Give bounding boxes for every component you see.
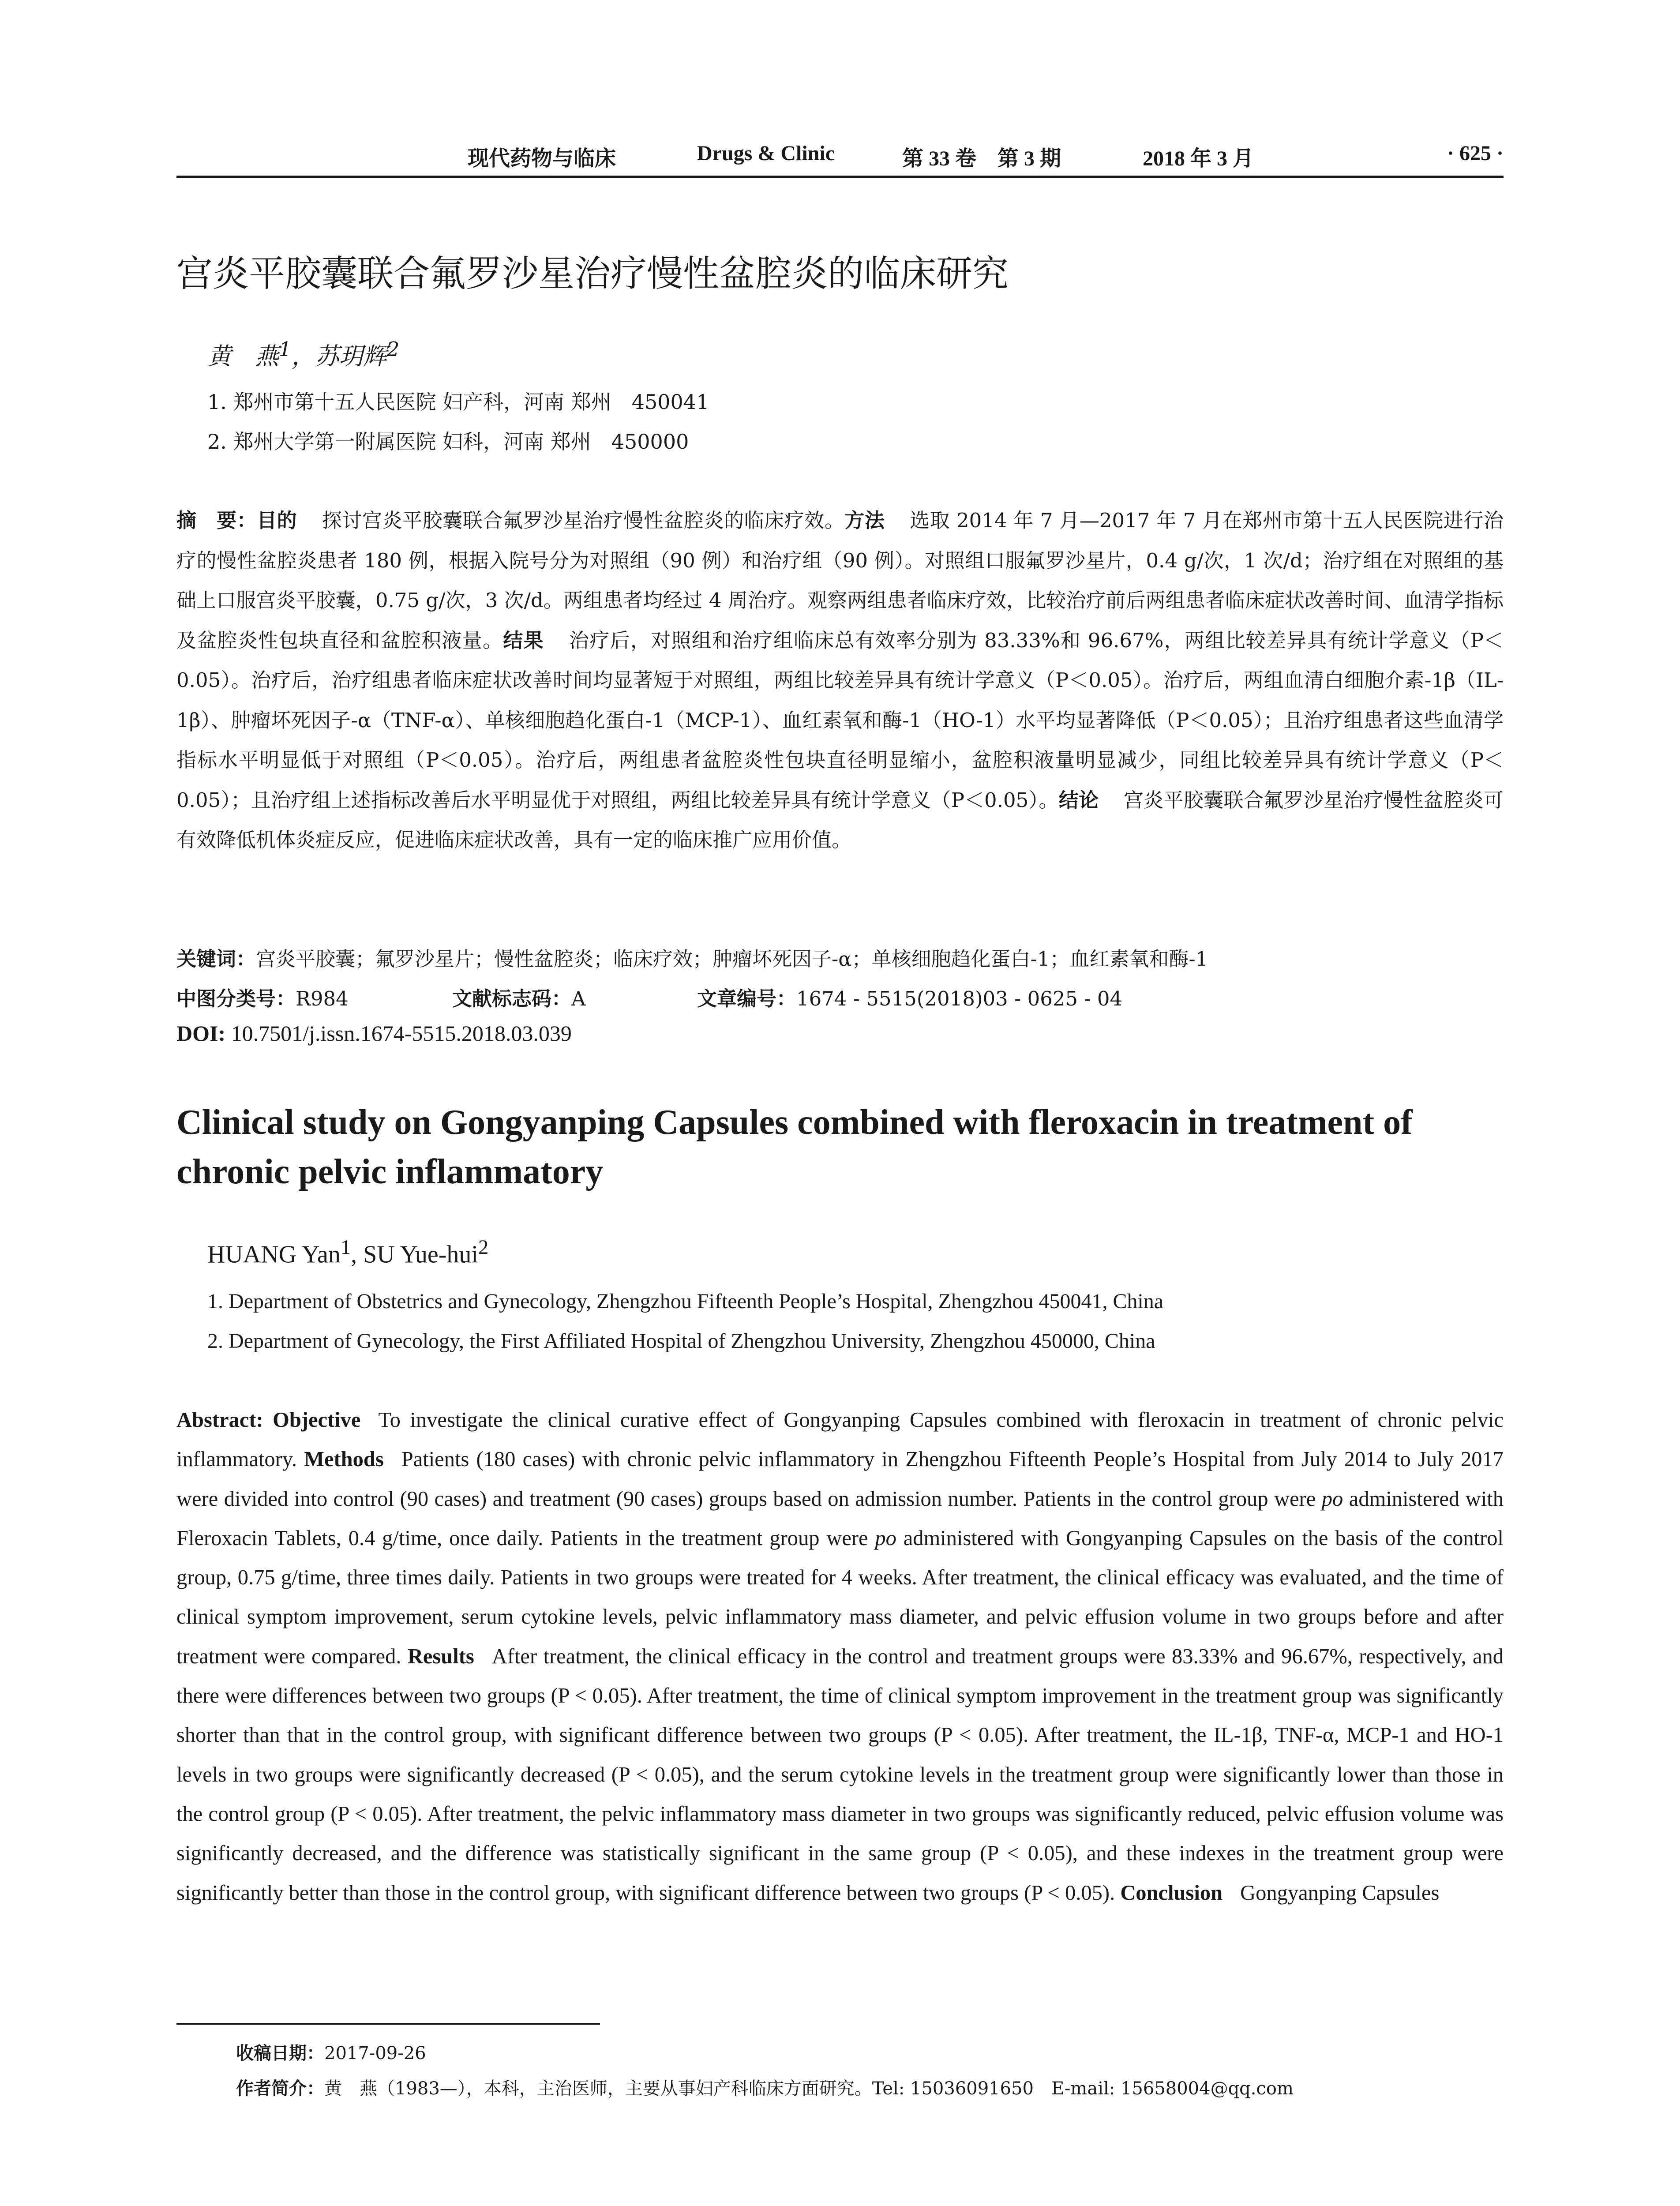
article-no-value: 1674 - 5515(2018)03 - 0625 - 04 xyxy=(796,987,1123,1010)
conclusion-label: 结论 xyxy=(1058,788,1099,812)
results-label: 结果 xyxy=(503,628,544,652)
methods-text: administered with Fleroxacin Tablets, 0.4 g/time, once daily. Patients in the treatment group were xyxy=(176,1487,1504,1550)
objective-label: 目的 xyxy=(257,509,297,532)
objective-text: 探讨宫炎平胶囊联合氟罗沙星治疗慢性盆腔炎的临床疗效。 xyxy=(322,509,845,532)
author-affiliation-mark: 1 xyxy=(279,338,292,361)
objective-text: To investigate the clinical curative effect of Gongyanping Capsules combined with fleroxacin in treatment of chronic pelvic inflammatory. xyxy=(176,1408,1504,1471)
objective-label: Objective xyxy=(273,1408,361,1432)
abstract-en xyxy=(176,1400,1504,1913)
page-number: · 625 · xyxy=(1447,142,1504,165)
conclusion-text: Gongyanping Capsules xyxy=(1240,1881,1440,1905)
methods-text: administered with Gongyanping Capsules on the basis of the control group, 0.75 g/time, three times daily. Patients in two groups were treated for 4 weeks. After treatment, the clinical efficacy was evaluated, and the time of clinical symptom improvement, serum cytokine levels, pelvic inflammatory mass diameter, and pelvic effusion volume in two groups before and after treatment were compared. xyxy=(176,1526,1504,1668)
methods-label: Methods xyxy=(304,1448,384,1471)
author-separator: ， xyxy=(291,342,315,370)
results-text: After treatment, the clinical efficacy in the control and treatment groups were 83.33% and 96.67%, respectively, and there were differences between two groups (P < 0.05). After treatment, the time of clinical symptom improvement in the treatment group was significantly shorter than that in the control group, with significant difference between two groups (P < 0.05). After treatment, the IL-1β, TNF-α, MCP-1 and HO-1 levels in two groups were significantly decreased (P < 0.05), and the serum cytokine levels in the treatment group were significantly lower than those in the control group (P < 0.05). After treatment, the pelvic inflammatory mass diameter in two groups was significantly reduced, pelvic effusion volume was significantly decreased, and the difference was statistically significant in the same group (P < 0.05), and these indexes in the treatment group were significantly better than those in the control group, with significant difference between two groups (P < 0.05). xyxy=(176,1644,1504,1905)
doi-value: 10.7501/j.issn.1674-5515.2018.03.039 xyxy=(231,1021,572,1046)
received-label: 收稿日期： xyxy=(236,2043,324,2063)
author-bio xyxy=(236,2075,1294,2100)
classification-line xyxy=(176,983,1122,1011)
abstract-label: 摘 要： xyxy=(176,509,257,532)
journal-name-cn: 现代药物与临床 xyxy=(468,147,616,170)
clc-value: R984 xyxy=(296,987,349,1010)
volume-issue: 第 33 卷 第 3 期 xyxy=(902,147,1061,170)
results-label: Results xyxy=(407,1644,474,1668)
keywords-text: 宫炎平胶囊；氟罗沙星片；慢性盆腔炎；临床疗效；肿瘤坏死因子-α；单核细胞趋化蛋白-1；血红素氧和酶-1 xyxy=(256,947,1208,971)
author-affiliation-mark: 1 xyxy=(340,1236,351,1259)
author-name: HUANG Yan xyxy=(207,1241,341,1268)
clc-label: 中图分类号： xyxy=(176,987,296,1010)
doi-line xyxy=(176,1020,572,1046)
journal-name-en: Drugs & Clinic xyxy=(697,142,835,165)
bio-text: 黄 燕（1983—），本科，主治医师，主要从事妇产科临床方面研究。Tel: 15036091650 E-mail: 15658004@qq.com xyxy=(324,2078,1294,2099)
methods-text: 选取 2014 年 7 月—2017 年 7 月在郑州市第十五人民医院进行治疗的慢性盆腔炎患者 180 例，根据入院号分为对照组（90 例）和治疗组（90 例）。对照组口服氟罗沙星片，0.4 g/次，1 次/d；治疗组在对照组的基础上口服宫炎平胶囊，0.75 g/次，3 次/d。两组患者均经过 4 周治疗。观察两组患者临床疗效，比较治疗前后两组患者临床症状改善时间、血清学指标及盆腔炎性包块直径和盆腔积液量。 xyxy=(176,509,1504,652)
doc-code-label: 文献标志码： xyxy=(452,987,572,1010)
author-name: 苏玥辉 xyxy=(315,342,387,370)
author-affiliation-mark: 2 xyxy=(386,338,400,361)
article-title-en: Clinical study on Gongyanping Capsules combined with fleroxacin in treatment of chronic pelvic inflammatory xyxy=(176,1103,1413,1191)
author-name: 黄 燕 xyxy=(207,342,279,370)
authors-cn xyxy=(207,338,399,371)
author-name: SU Yue-hui xyxy=(363,1241,478,1268)
authors-en xyxy=(207,1235,488,1269)
methods-label: 方法 xyxy=(844,509,885,532)
article-title-cn: 宫炎平胶囊联合氟罗沙星治疗慢性盆腔炎的临床研究 xyxy=(176,253,1009,295)
running-header xyxy=(176,140,1504,178)
conclusion-label: Conclusion xyxy=(1120,1881,1223,1905)
abstract-label: Abstract: xyxy=(176,1408,263,1432)
issue-date: 2018 年 3 月 xyxy=(1143,147,1254,170)
author-separator: , xyxy=(351,1241,364,1268)
doi-label: DOI: xyxy=(176,1021,226,1046)
route-abbrev: po xyxy=(875,1526,896,1550)
bio-label: 作者简介： xyxy=(236,2078,324,2099)
received-value: 2017-09-26 xyxy=(324,2043,426,2063)
conclusion-text: 宫炎平胶囊联合氟罗沙星治疗慢性盆腔炎可有效降低机体炎症反应，促进临床症状改善，具有一定的临床推广应用价值。 xyxy=(176,788,1504,852)
methods-text: Patients (180 cases) with chronic pelvic inflammatory in Zhengzhou Fifteenth People’s Hospital from July 2014 to July 2017 were divided into control (90 cases) and treatment (90 cases) groups based on admission number. Patients in the control group were xyxy=(176,1448,1504,1511)
doc-code-value: A xyxy=(571,987,586,1010)
affiliation-en-2: 2. Department of Gynecology, the First Affiliated Hospital of Zhengzhou University, Zhengzhou 450000, China xyxy=(207,1329,1155,1353)
received-date xyxy=(236,2039,426,2064)
keywords-cn xyxy=(176,943,1504,972)
keywords-label: 关键词： xyxy=(176,947,256,971)
footnote-divider xyxy=(176,2023,600,2025)
article-no-label: 文章编号： xyxy=(697,987,797,1010)
author-affiliation-mark: 2 xyxy=(478,1236,489,1259)
affiliation-en-1: 1. Department of Obstetrics and Gynecology, Zhengzhou Fifteenth People’s Hospital, Zhengzhou 450041, China xyxy=(207,1290,1164,1313)
abstract-cn xyxy=(176,501,1504,860)
results-text: 治疗后，对照组和治疗组临床总有效率分别为 83.33%和 96.67%，两组比较差异具有统计学意义（P＜0.05）。治疗后，治疗组患者临床症状改善时间均显著短于对照组，两组比较差异具有统计学意义（P＜0.05）。治疗后，两组血清白细胞介素-1β（IL-1β）、肿瘤坏死因子-α（TNF-α）、单核细胞趋化蛋白-1（MCP-1）、血红素氧和酶-1（HO-1）水平均显著降低（P＜0.05）；且治疗组患者这些血清学指标水平明显低于对照组（P＜0.05）。治疗后，两组患者盆腔炎性包块直径明显缩小，盆腔积液量明显减少，同组比较差异具有统计学意义（P＜0.05）；且治疗组上述指标改善后水平明显优于对照组，两组比较差异具有统计学意义（P＜0.05）。 xyxy=(176,628,1504,812)
affiliation-cn-2: 2. 郑州大学第一附属医院 妇科，河南 郑州 450000 xyxy=(207,430,689,454)
route-abbrev: po xyxy=(1321,1487,1343,1511)
affiliation-cn-1: 1. 郑州市第十五人民医院 妇产科，河南 郑州 450041 xyxy=(207,390,709,414)
